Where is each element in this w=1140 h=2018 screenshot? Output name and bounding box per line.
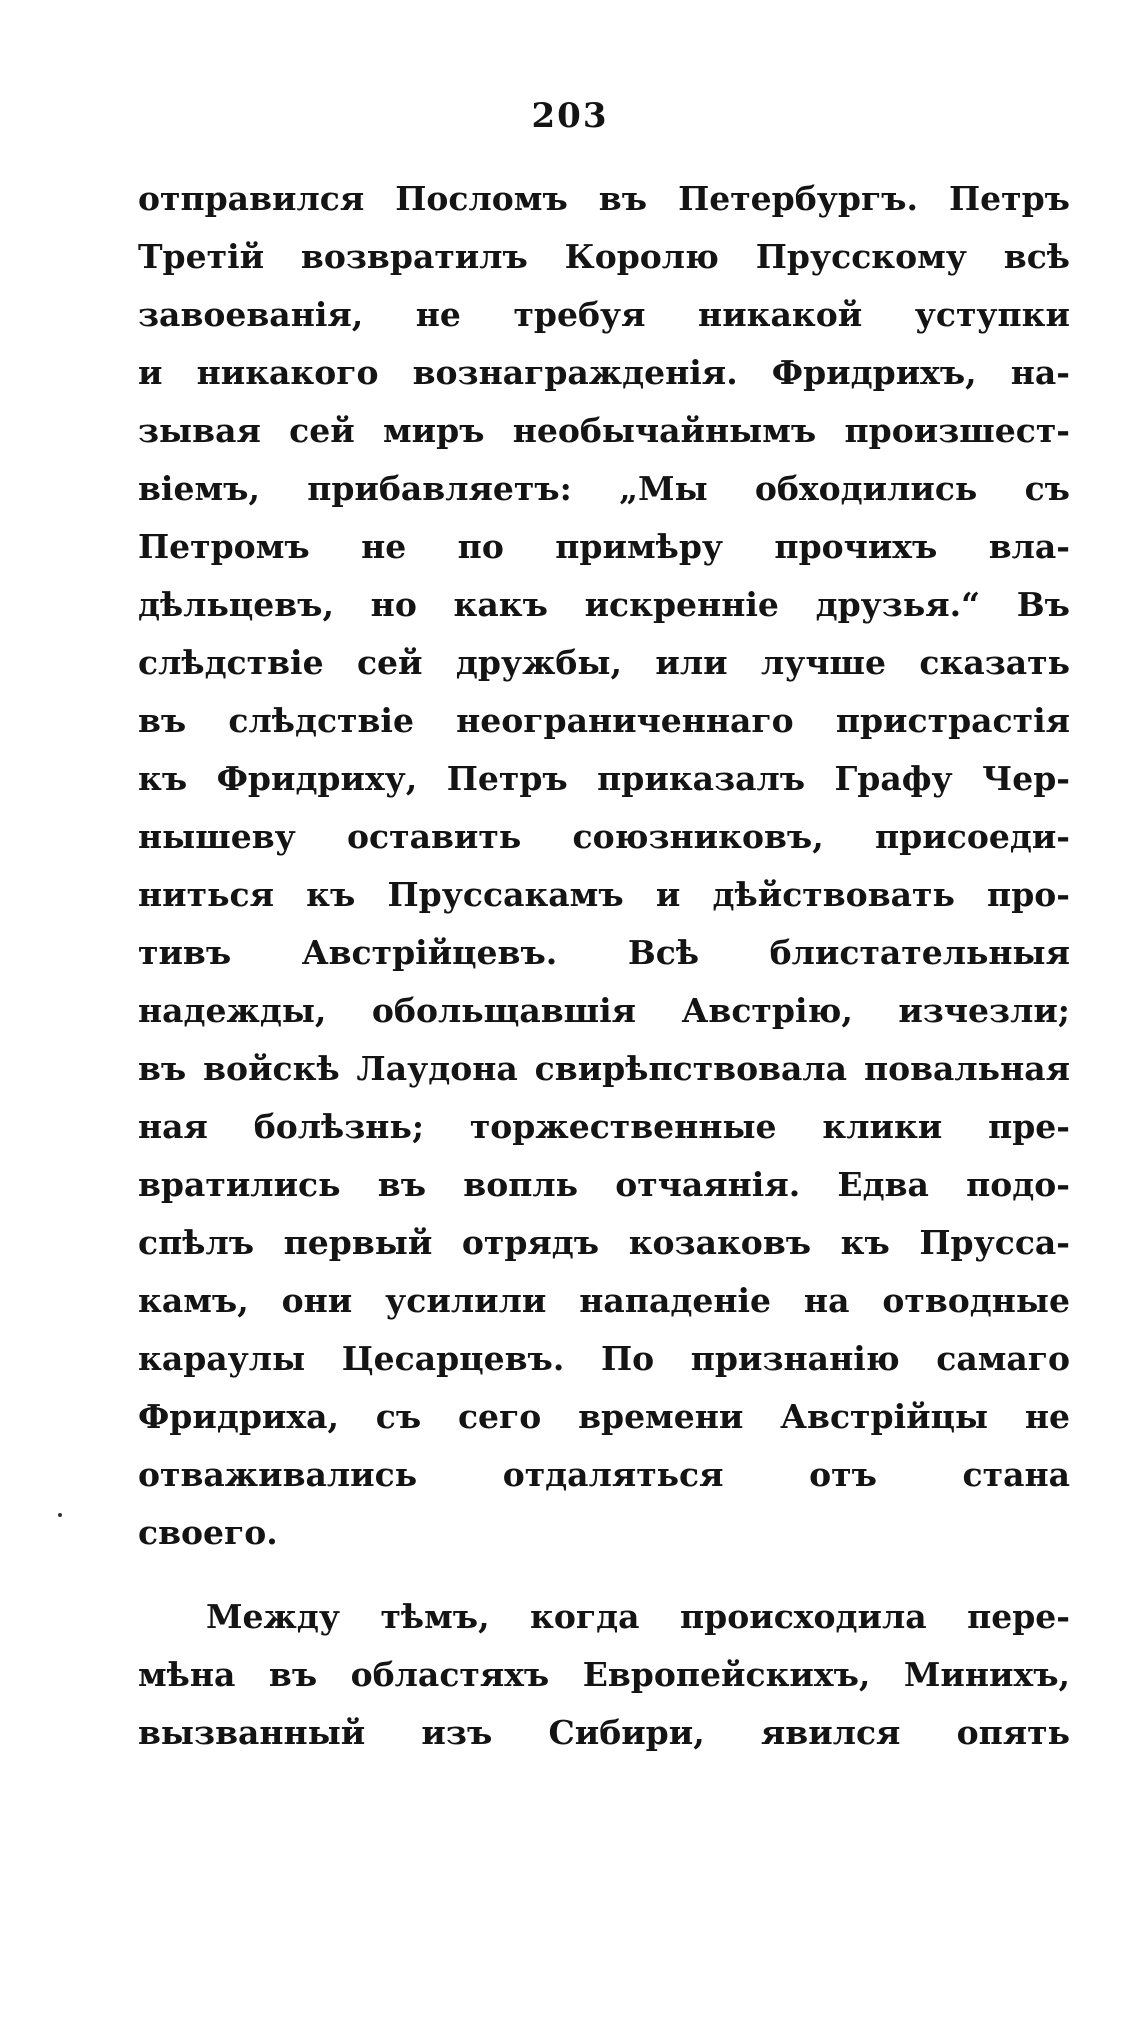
text-line: зывая сей миръ необычайнымъ произшест- bbox=[138, 411, 1070, 450]
text-line: Петромъ не по примѣру прочихъ вла- bbox=[138, 527, 1070, 566]
text-line: въ войскѣ Лаудона свирѣпствовала повальная bbox=[138, 1049, 1070, 1088]
text-line: слѣдствіе сей дружбы, или лучше сказать bbox=[138, 643, 1070, 682]
paragraph-gap bbox=[138, 1562, 1070, 1588]
text-line: камъ, они усилили нападеніе на отводные bbox=[138, 1281, 1070, 1320]
text-line: нышеву оставить союзниковъ, присоеди- bbox=[138, 817, 1070, 856]
margin-speck bbox=[58, 1513, 62, 1517]
text-line: Третій возвратилъ Королю Прусскому всѣ bbox=[138, 237, 1070, 276]
paragraph bbox=[138, 1588, 1070, 1762]
text-line: къ Фридриху, Петръ приказалъ Графу Чер- bbox=[138, 759, 1070, 798]
text-line: своего. bbox=[138, 1513, 278, 1552]
paragraph bbox=[138, 170, 1070, 1562]
text-line: дѣльцевъ, но какъ искренніе друзья.“ Въ bbox=[138, 585, 1070, 624]
text-line: караулы Цесарцевъ. По признанію самаго bbox=[138, 1339, 1070, 1378]
text-line: отваживались отдаляться отъ стана bbox=[138, 1455, 1070, 1494]
text-line: надежды, обольщавшія Австрію, изчезли; bbox=[138, 991, 1070, 1030]
text-line: Фридриха, съ сего времени Австрійцы не bbox=[138, 1397, 1070, 1436]
page-number: 203 bbox=[531, 96, 609, 136]
text-line: ная болѣзнь; торжественные клики пре- bbox=[138, 1107, 1070, 1146]
text-line: и никакого вознагражденія. Фридрихъ, на- bbox=[138, 353, 1070, 392]
text-line: отправился Посломъ въ Петербургъ. Петръ bbox=[138, 179, 1070, 218]
text-line: вызванный изъ Сибири, явился опять bbox=[138, 1713, 1070, 1752]
text-line: Между тѣмъ, когда происходила пере- bbox=[206, 1597, 1070, 1636]
body-text bbox=[138, 170, 1070, 1762]
text-line: вратились въ вопль отчаянія. Едва подо- bbox=[138, 1165, 1070, 1204]
text-line: віемъ, прибавляетъ: „Мы обходились съ bbox=[138, 469, 1070, 508]
text-line: въ слѣдствіе неограниченнаго пристрастія bbox=[138, 701, 1070, 740]
text-line: ниться къ Пруссакамъ и дѣйствовать про- bbox=[138, 875, 1070, 914]
text-line: спѣлъ первый отрядъ козаковъ къ Прусса- bbox=[138, 1223, 1070, 1262]
text-line: тивъ Австрійцевъ. Всѣ блистательныя bbox=[138, 933, 1070, 972]
text-line: завоеванія, не требуя никакой уступки bbox=[138, 295, 1070, 334]
text-line: мѣна въ областяхъ Европейскихъ, Минихъ, bbox=[138, 1655, 1070, 1694]
